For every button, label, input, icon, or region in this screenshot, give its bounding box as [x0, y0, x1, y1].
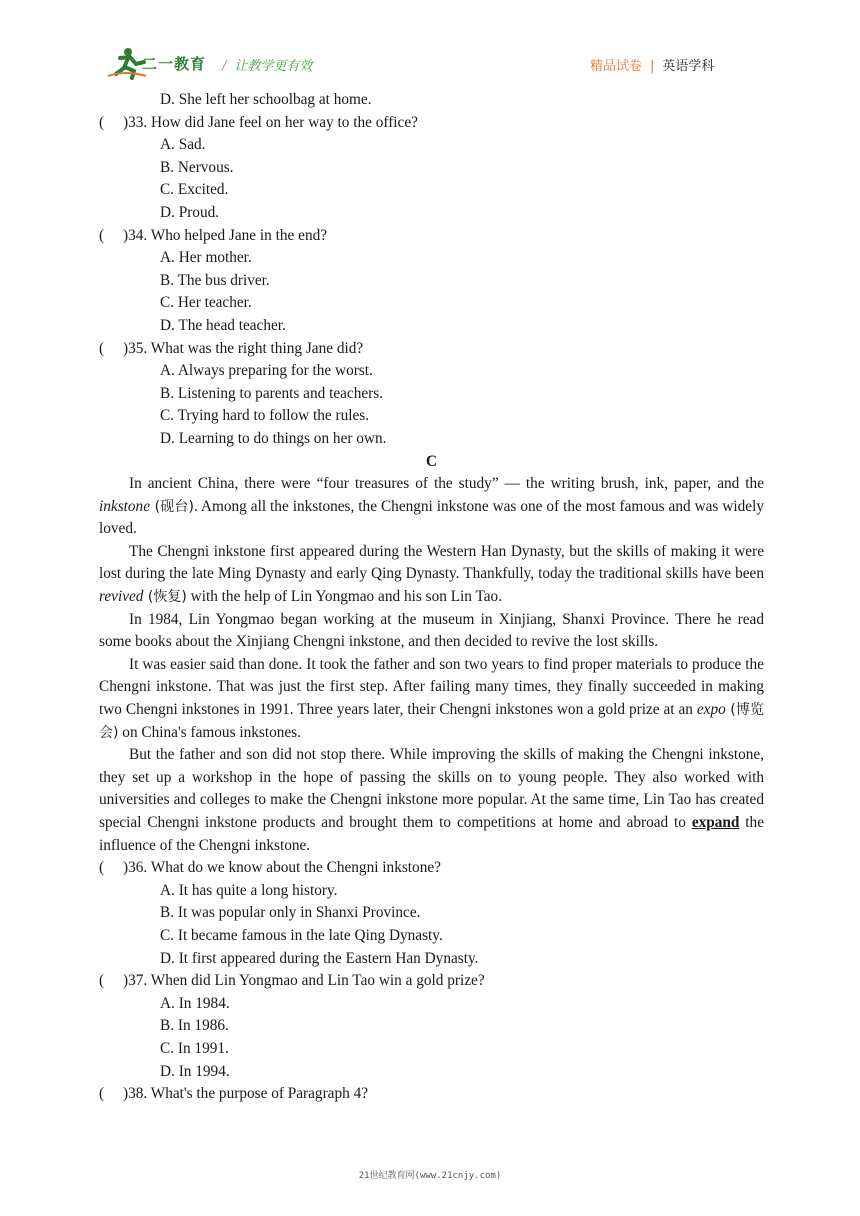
option-b: B. Listening to parents and teachers.	[160, 384, 384, 402]
option-d: D. Learning to do things on her own.	[160, 429, 387, 447]
paragraph-2	[99, 541, 764, 609]
option-a: A. Sad.	[160, 136, 206, 154]
reading-passage	[99, 473, 764, 857]
paragraph-text: the influence of the Chengni inkstone.	[99, 814, 764, 854]
paragraph-text: In ancient China, there were “four treasures of the study” — the writing brush, ink, paper, and the	[129, 475, 764, 493]
option-b: B. It was popular only in Shanxi Province.	[160, 904, 421, 922]
option-b: B. The bus driver.	[160, 271, 270, 289]
question-34	[99, 225, 764, 248]
question-block-b	[99, 857, 764, 1106]
paragraph-3	[99, 609, 764, 654]
answer-paren: (	[99, 1085, 105, 1103]
option-c: C. In 1991.	[160, 1039, 229, 1057]
option-b: B. Nervous.	[160, 158, 234, 176]
page-header	[0, 0, 860, 90]
keyword: inkstone	[99, 497, 150, 515]
option-a: A. Always preparing for the worst.	[160, 362, 373, 380]
question-text: )33. How did Jane feel on her way to the office?	[123, 113, 418, 131]
option-d: D. The head teacher.	[160, 316, 286, 334]
chinese-gloss: (砚台)	[149, 498, 194, 515]
option-d: D. Proud.	[160, 203, 220, 221]
page-footer: 21世纪教育网(www.21cnjy.com)	[358, 1171, 502, 1181]
question-text: )36. What do we know about the Chengni inkstone?	[123, 859, 441, 877]
chinese-gloss: (恢复)	[143, 589, 187, 606]
option-a: A. It has quite a long history.	[160, 881, 338, 899]
question-38	[99, 1083, 764, 1106]
slogan-text: 让教学更有效	[234, 59, 313, 74]
question-35	[99, 338, 764, 361]
paragraph-5	[99, 744, 764, 857]
option-a: A. Her mother.	[160, 249, 252, 267]
answer-paren: (	[99, 339, 105, 357]
option-a: A. In 1984.	[160, 994, 230, 1012]
option-text: D. She left her schoolbag at home.	[160, 91, 372, 108]
option-b: B. In 1986.	[160, 1017, 229, 1035]
paragraph-text: In 1984, Lin Yongmao began working at the museum in Xinjiang, Shanxi Province. There he read some books about the Xinjiang Chengni inkstone, and then decided to revive the lost skills.	[99, 610, 764, 651]
question-text: )37. When did Lin Yongmao and Lin Tao win a gold prize?	[123, 972, 485, 990]
answer-paren: (	[99, 226, 105, 244]
paragraph-text: The Chengni inkstone first appeared during the Western Han Dynasty, but the skills of making it were lost during the late Ming Dynasty and early Qing Dynasty. Thankfully, today the traditional skills have been	[99, 542, 764, 583]
paragraph-4	[99, 654, 764, 744]
slogan-separator: /	[222, 59, 227, 74]
paragraph-text: . Among all the inkstones, the Chengni inkstone was one of the most famous and was widely loved.	[99, 497, 764, 538]
paragraph-1	[99, 473, 764, 541]
header-divider: |	[650, 59, 655, 74]
option-c: C. Her teacher.	[160, 294, 252, 312]
brand-slogan	[222, 55, 312, 74]
option-c: C. Excited.	[160, 181, 229, 199]
chinese-gloss: (博览会)	[99, 702, 764, 741]
keyword: revived	[99, 588, 144, 606]
question-33	[99, 112, 764, 135]
answer-paren: (	[99, 859, 105, 877]
paragraph-text: It was easier said than done. It took the father and son two years to find proper materials to produce the Chengni inkstone. That was just the first step. After failing many times, they finally succeeded in making two Chengni inkstones in 1991. Three years later, their Chengni inkstones won a gold prize at an	[99, 655, 764, 719]
option-d: D. It first appeared during the Eastern Han Dynasty.	[160, 949, 479, 967]
paragraph-text: on China's famous inkstones.	[118, 723, 301, 741]
answer-paren: (	[99, 113, 105, 131]
question-text: )34. Who helped Jane in the end?	[123, 226, 328, 244]
subject-label: 英语学科	[662, 59, 715, 74]
section-title: C	[425, 452, 438, 470]
header-right	[590, 55, 714, 74]
header-rule	[100, 82, 760, 83]
paper-type-badge: 精品试卷	[590, 59, 643, 74]
question-36	[99, 857, 764, 880]
option-d: D. In 1994.	[160, 1062, 230, 1080]
highlighted-word: expand	[691, 814, 740, 831]
paragraph-text: But the father and son did not stop there. While improving the skills of making the Chengni inkstone, they set up a workshop in the hope of passing the skills on to young people. They also worked with universities and colleges to make the Chengni inkstone more popular. At the same time, Lin Tao has created special Chengni inkstone products and brought them to competitions at home and abroad to	[99, 746, 764, 831]
option-c: C. It became famous in the late Qing Dynasty.	[160, 926, 443, 944]
question-37	[99, 970, 764, 993]
question-block-a	[99, 112, 764, 451]
question-text: )35. What was the right thing Jane did?	[123, 339, 364, 357]
question-text: )38. What's the purpose of Paragraph 4?	[123, 1085, 369, 1103]
exam-content	[99, 89, 764, 1106]
option-c: C. Trying hard to follow the rules.	[160, 407, 370, 425]
brand-name: 二一教育	[142, 55, 207, 73]
paragraph-text: with the help of Lin Yongmao and his son Lin Tao.	[186, 588, 503, 606]
answer-paren: (	[99, 972, 105, 990]
keyword: expo	[696, 701, 726, 719]
